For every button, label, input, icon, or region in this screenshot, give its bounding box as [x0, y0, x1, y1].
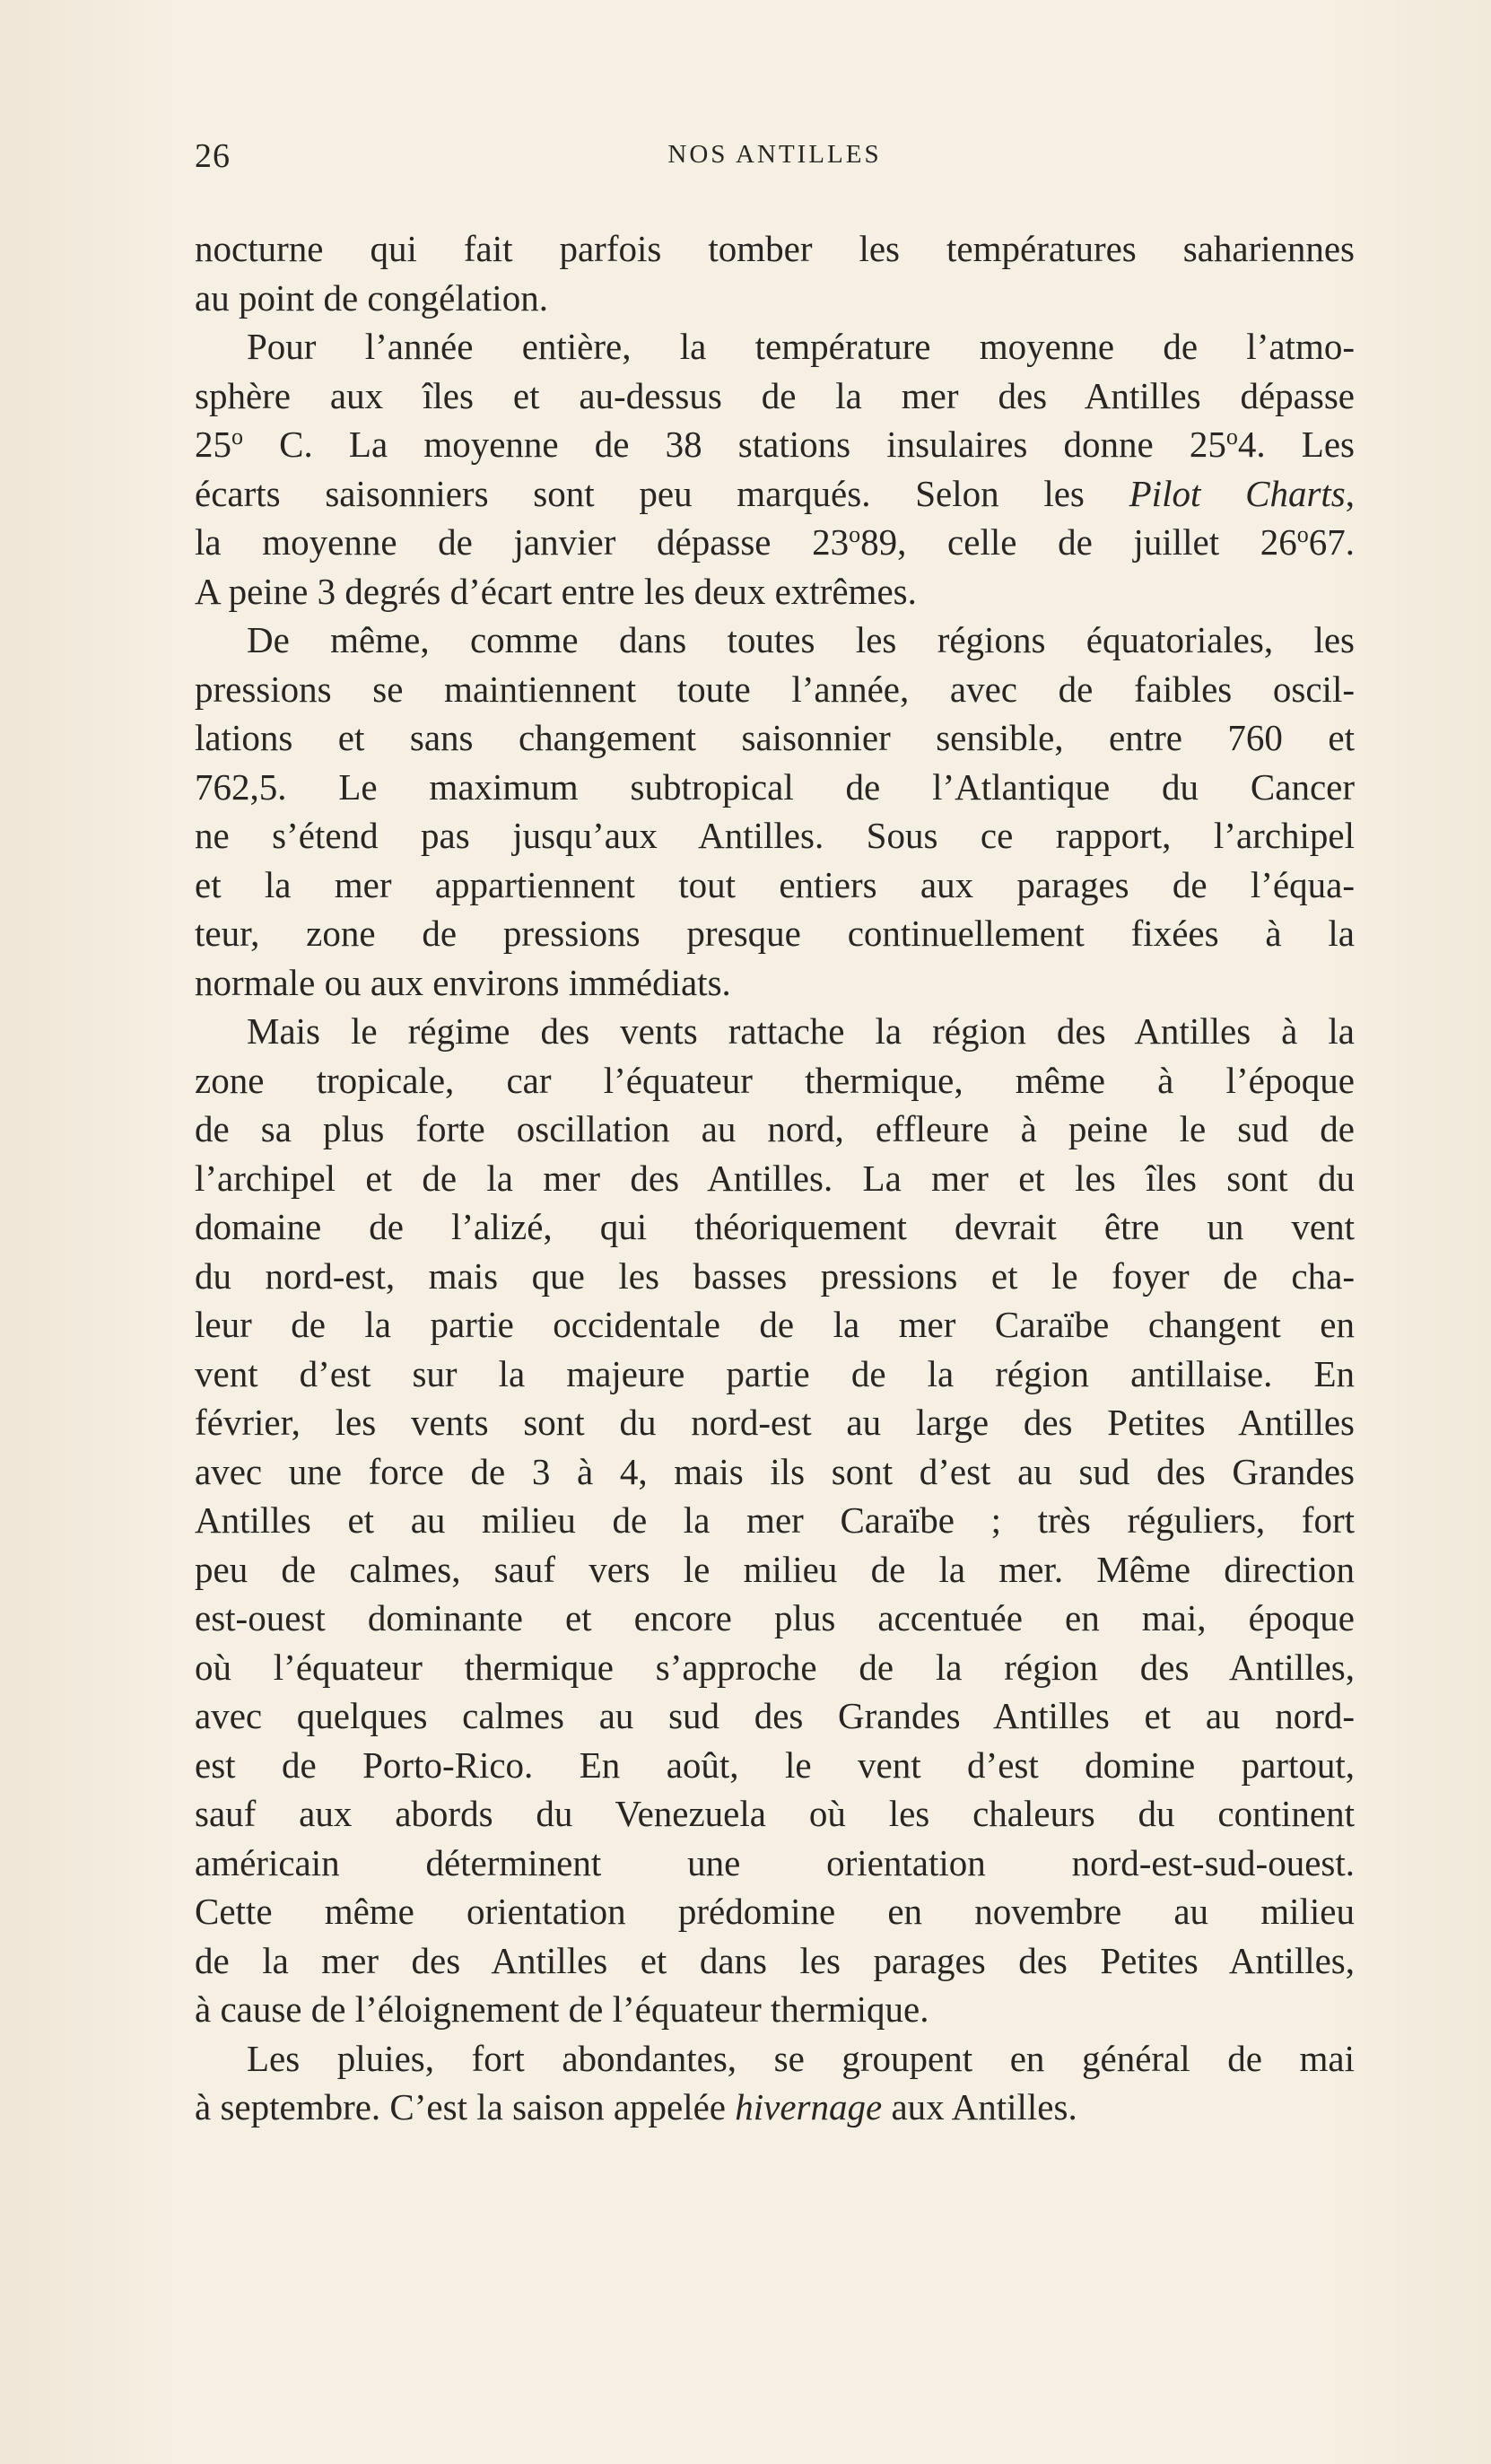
text-line: sauf aux abords du Venezuela où les chaleurs du continent [195, 1793, 1355, 1834]
text-line: lations et sans changement saisonnier sensible, entre 760 et [195, 717, 1355, 758]
paragraph-5 [195, 2034, 1355, 2132]
text-line: où l’équateur thermique s’approche de la région des Antilles, [195, 1646, 1355, 1688]
text-line: américain déterminent une orientation nord-est-sud-ouest. [195, 1841, 1355, 1883]
text-line: et la mer appartiennent tout entiers aux parages de l’équa- [195, 863, 1355, 905]
text-line: ne s’étend pas jusqu’aux Antilles. Sous ce rapport, l’archipel [195, 815, 1355, 856]
text-line: Cette même orientation prédomine en novembre au milieu [195, 1891, 1355, 1932]
text-line: domaine de l’alizé, qui théoriquement devrait être un vent [195, 1206, 1355, 1247]
text-line: est de Porto-Rico. En août, le vent d’est domine partout, [195, 1743, 1355, 1786]
page-header [195, 136, 1355, 190]
text-line: du nord-est, mais que les basses pressions et le foyer de cha- [195, 1254, 1355, 1297]
text-line: février, les vents sont du nord-est au large des Petites Antilles [195, 1402, 1355, 1443]
text-line: A peine 3 degrés d’écart entre les deux extrêmes. [195, 570, 917, 612]
text-line: à septembre. C’est la saison appelée hivernage aux Antilles. [195, 2086, 1077, 2128]
paragraph-2 [195, 322, 1355, 616]
paragraph-4 [195, 1007, 1355, 2034]
text-line: vent d’est sur la majeure partie de la région antillaise. En [195, 1352, 1355, 1394]
paragraph-3 [195, 616, 1355, 1007]
text-line: normale ou aux environs immédiats. [195, 961, 731, 1003]
text-line: teur, zone de pressions presque continuellement fixées à la [195, 913, 1355, 954]
text-line: Pour l’année entière, la température moyenne de l’atmo- [247, 326, 1355, 367]
text-line: leur de la partie occidentale de la mer Caraïbe changent en [195, 1304, 1355, 1345]
text-line: de la mer des Antilles et dans les parages des Petites Antilles, [195, 1939, 1355, 1981]
text-line: 762,5. Le maximum subtropical de l’Atlantique du Cancer [195, 765, 1355, 808]
paragraph-1 [195, 224, 1355, 322]
text-line: Mais le régime des vents rattache la région des Antilles à la [247, 1010, 1355, 1052]
text-line: zone tropicale, car l’équateur thermique, même à l’époque [195, 1059, 1355, 1101]
text-line: nocturne qui fait parfois tomber les températures sahariennes [195, 228, 1355, 269]
text-line: 25$^o$ C. La moyenne de 38 stations insulaires donne 25$^o$4. Les [195, 424, 1355, 465]
text-line: De même, comme dans toutes les régions équatoriales, les [247, 619, 1355, 660]
page-number: 26 [195, 137, 231, 175]
text-line: à cause de l’éloignement de l’équateur thermique. [195, 1988, 929, 2030]
text-line: écarts saisonniers sont peu marqués. Selon les Pilot Charts, [195, 472, 1356, 514]
running-title: NOS ANTILLES [667, 140, 882, 169]
text-line: Les pluies, fort abondantes, se groupent en général de mai [247, 2037, 1355, 2079]
text-line: l’archipel et de la mer des Antilles. La mer et les îles sont du [195, 1157, 1355, 1199]
text-line: est-ouest dominante et encore plus accentuée en mai, époque [195, 1597, 1355, 1638]
text-line: peu de calmes, sauf vers le milieu de la mer. Même direction [195, 1548, 1355, 1590]
text-line: avec une force de 3 à 4, mais ils sont d’est au sud des Grandes [195, 1450, 1355, 1492]
text-line: de sa plus forte oscillation au nord, effleure à peine le sud de [195, 1108, 1355, 1149]
text-line: la moyenne de janvier dépasse 23$^o$89, celle de juillet 26$^o$67. [195, 521, 1355, 563]
text-line: sphère aux îles et au-dessus de la mer des Antilles dépasse [195, 374, 1355, 416]
text-line: Antilles et au milieu de la mer Caraïbe ; très réguliers, fort [195, 1499, 1355, 1541]
text-line: au point de congélation. [195, 276, 548, 319]
text-line: pressions se maintiennent toute l’année, avec de faibles oscil- [195, 668, 1355, 710]
text-line: avec quelques calmes au sud des Grandes Antilles et au nord- [195, 1695, 1355, 1736]
page-body [195, 224, 1355, 2132]
